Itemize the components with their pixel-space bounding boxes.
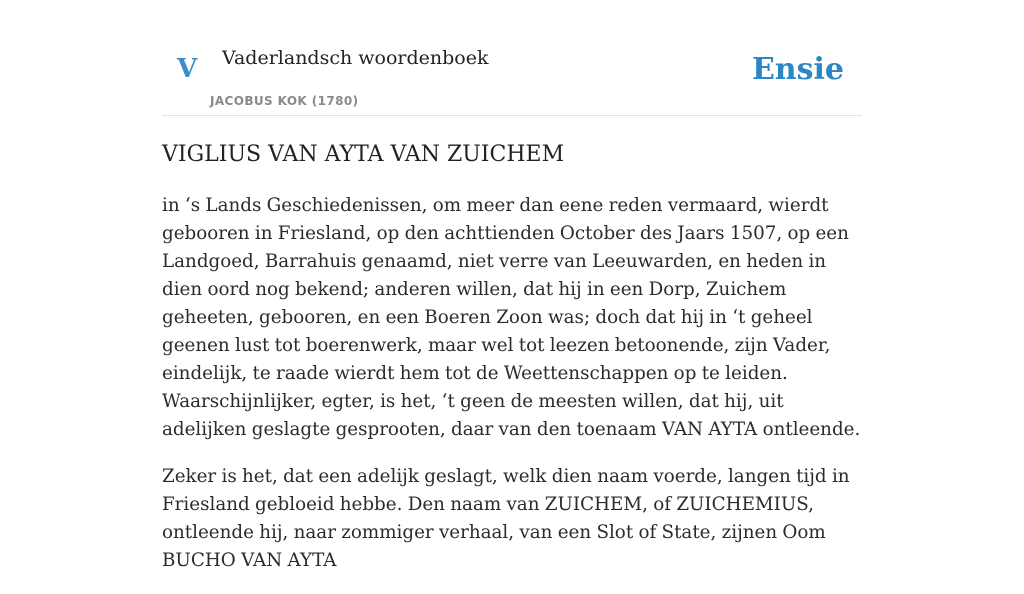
site-header [162, 0, 862, 116]
entry-paragraph: Zeker is het, dat een adelijk geslagt, welk dien naam voerde, langen tijd in Friesland gebloeid hebbe. Den naam van ZUICHEM, of ZUICHEMIUS, ontleende hij, naar zommiger verhaal, van een Slot of State, zijnen Oom BUCHO VAN AYTA [162, 466, 850, 571]
entry-paragraph: in ‘s Lands Geschiedenissen, om meer dan eene reden vermaard, wierdt gebooren in Friesland, op den achttienden October des Jaars 1507, op een Landgoed, Barrahuis genaamd, niet verre van Leeuwarden, en heden in dien oord nog bekend; anderen willen, dat hij in een Dorp, Zuichem geheeten, gebooren, en een Boeren Zoon was; doch dat hij in ‘t geheel geenen lust tot boerenwerk, maar wel tot leezen betoonende, zijn Vader, eindelijk, te raade wierdt hem tot de Weettenschappen op te leiden. Waarschijnlijker, egter, is het, ‘t geen de meesten willen, dat hij, uit adelijken geslagte gesprooten, daar van den toenaam VAN AYTA ontleende. [162, 195, 861, 440]
index-letter[interactable]: V [177, 54, 198, 84]
book-title[interactable]: Vaderlandsch woordenboek [222, 47, 489, 69]
entry-title: VIGLIUS VAN AYTA VAN ZUICHEM [162, 142, 565, 167]
brand-logo[interactable]: Ensie [751, 52, 844, 87]
entry-body [162, 192, 862, 594]
book-author: JACOBUS KOK (1780) [210, 94, 359, 108]
